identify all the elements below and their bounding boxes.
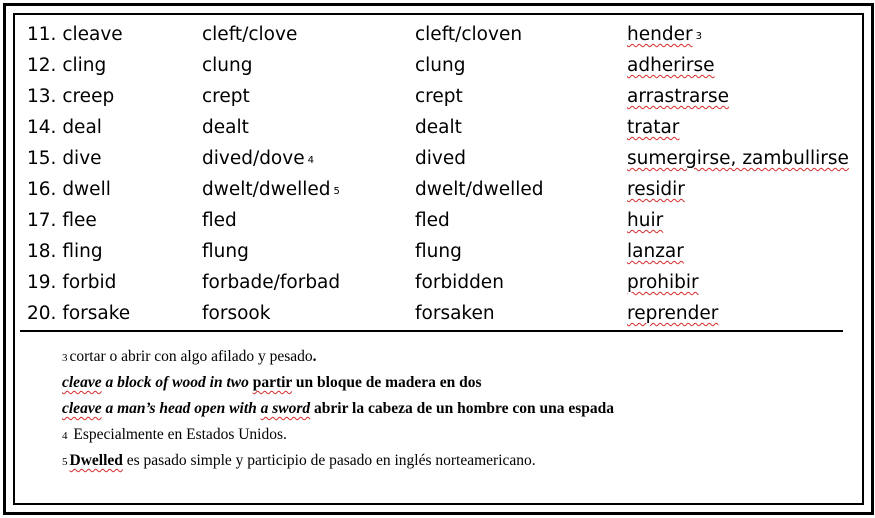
table-row: 18. fling flung flung lanzar [27, 241, 684, 262]
example-line-2: cleave a man’s head open with a sword abrir la cabeza de un hombre con una espada [62, 400, 615, 417]
footnote-4: 4 Especialmente en Estados Unidos. [62, 426, 287, 443]
table-row: 16. dwell dwelt/dwelled 5 dwelt/dwelled residir [27, 179, 685, 200]
example-line-1: cleave a block of wood in two partir un bloque de madera en dos [62, 374, 482, 391]
table-row: 11. cleave cleft/clove cleft/cloven hender 3 [27, 24, 702, 45]
footnote-3: 3 cortar o abrir con algo afilado y pesado. [62, 348, 317, 365]
verb-table [27, 19, 847, 329]
footnotes [62, 344, 832, 474]
table-row: 13. creep crept crept arrastrarse [27, 86, 730, 107]
table-row: 17. flee fled fled huir [27, 210, 664, 231]
separator-line [20, 330, 843, 332]
table-row: 19. forbid forbade/forbad forbidden prohibir [27, 272, 699, 293]
table-row: 12. cling clung clung adherirse [27, 55, 715, 76]
table-row: 15. dive dived/dove 4 dived sumergirse, zambullirse [27, 148, 849, 169]
table-row: 14. deal dealt dealt tratar [27, 117, 680, 138]
table-row: 20. forsake forsook forsaken reprender [27, 303, 719, 324]
footnote-5: 5 Dwelled es pasado simple y participio de pasado en inglés norteamericano. [62, 452, 536, 469]
